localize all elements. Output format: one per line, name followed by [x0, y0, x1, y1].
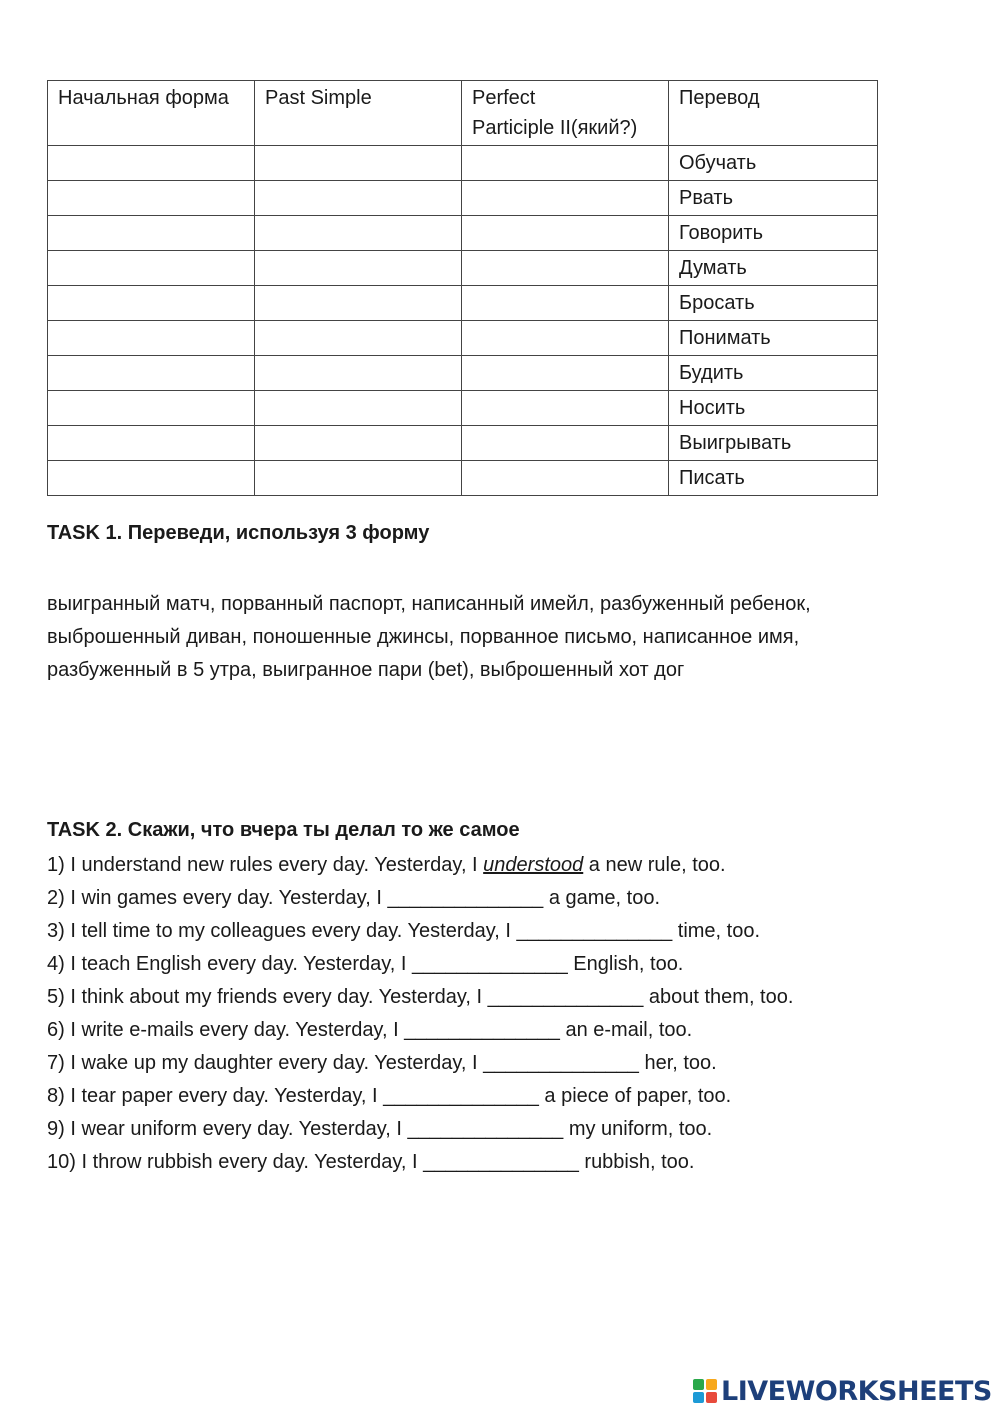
- base-form-cell[interactable]: [48, 391, 255, 426]
- header-perfect-participle: [462, 81, 669, 146]
- table-row: [48, 321, 878, 356]
- logo-square: [706, 1379, 717, 1390]
- table-row: [48, 356, 878, 391]
- table-row: [48, 251, 878, 286]
- table-row: [48, 216, 878, 251]
- verb-forms-table: [47, 80, 878, 496]
- task1-line: выброшенный диван, поношенные джинсы, порванное письмо, написанное имя,: [47, 626, 800, 648]
- translation-cell: Рвать: [669, 181, 878, 216]
- example-answer: understood: [483, 854, 584, 876]
- table-row: [48, 426, 878, 461]
- exercise-sentence: 6) I write e-mails every day. Yesterday, I ______________ an e-mail, too.: [47, 1019, 693, 1041]
- table-row: [48, 391, 878, 426]
- task1-phrases: [47, 588, 947, 687]
- participle-cell[interactable]: [462, 251, 669, 286]
- table-row: [48, 286, 878, 321]
- translation-cell: Понимать: [669, 321, 878, 356]
- liveworksheets-logo-text: LIVEWORKSHEETS: [721, 1375, 992, 1407]
- translation-cell: Носить: [669, 391, 878, 426]
- table-row: [48, 146, 878, 181]
- base-form-cell[interactable]: [48, 216, 255, 251]
- exercise-sentence: 10) I throw rubbish every day. Yesterday, I ______________ rubbish, too.: [47, 1151, 695, 1173]
- header-past-simple: Past Simple: [255, 81, 462, 146]
- header-perfect-line1: Perfect: [472, 87, 536, 109]
- example-after: a new rule, too.: [583, 854, 726, 876]
- past-simple-cell[interactable]: [255, 321, 462, 356]
- exercise-sentence: 9) I wear uniform every day. Yesterday, I ______________ my uniform, too.: [47, 1118, 713, 1140]
- header-translation: Перевод: [669, 81, 878, 146]
- translation-cell: Будить: [669, 356, 878, 391]
- exercise-sentence: 2) I win games every day. Yesterday, I ______________ a game, too.: [47, 887, 660, 909]
- past-simple-cell[interactable]: [255, 426, 462, 461]
- past-simple-cell[interactable]: [255, 286, 462, 321]
- translation-cell: Обучать: [669, 146, 878, 181]
- past-simple-cell[interactable]: [255, 461, 462, 496]
- table-row: [48, 461, 878, 496]
- base-form-cell[interactable]: [48, 286, 255, 321]
- participle-cell[interactable]: [462, 146, 669, 181]
- liveworksheets-logo-icon: [693, 1379, 717, 1403]
- header-base-form: Начальная форма: [48, 81, 255, 146]
- participle-cell[interactable]: [462, 216, 669, 251]
- participle-cell[interactable]: [462, 391, 669, 426]
- translation-cell: Думать: [669, 251, 878, 286]
- past-simple-cell[interactable]: [255, 251, 462, 286]
- past-simple-cell[interactable]: [255, 181, 462, 216]
- translation-cell: Бросать: [669, 286, 878, 321]
- header-perfect-line2: Participle II(який?): [472, 117, 638, 139]
- example-sentence: [47, 849, 793, 882]
- participle-cell[interactable]: [462, 461, 669, 496]
- base-form-cell[interactable]: [48, 181, 255, 216]
- base-form-cell[interactable]: [48, 356, 255, 391]
- logo-square: [706, 1392, 717, 1403]
- past-simple-cell[interactable]: [255, 216, 462, 251]
- base-form-cell[interactable]: [48, 146, 255, 181]
- exercise-sentence: 5) I think about my friends every day. Yesterday, I ______________ about them, too.: [47, 986, 794, 1008]
- translation-cell: Писать: [669, 461, 878, 496]
- task2-sentence-list: [47, 849, 793, 1179]
- task1-line: разбуженный в 5 утра, выигранное пари (bet), выброшенный хот дог: [47, 659, 685, 681]
- base-form-cell[interactable]: [48, 251, 255, 286]
- participle-cell[interactable]: [462, 181, 669, 216]
- task2-title: TASK 2. Скажи, что вчера ты делал то же самое: [47, 819, 520, 841]
- logo-square: [693, 1379, 704, 1390]
- exercise-sentence: 3) I tell time to my colleagues every day. Yesterday, I ______________ time, too.: [47, 920, 761, 942]
- participle-cell[interactable]: [462, 286, 669, 321]
- exercise-sentence: 7) I wake up my daughter every day. Yesterday, I ______________ her, too.: [47, 1052, 717, 1074]
- participle-cell[interactable]: [462, 426, 669, 461]
- exercise-sentence: 8) I tear paper every day. Yesterday, I ______________ a piece of paper, too.: [47, 1085, 732, 1107]
- base-form-cell[interactable]: [48, 321, 255, 356]
- example-before: 1) I understand new rules every day. Yesterday, I: [47, 854, 484, 876]
- past-simple-cell[interactable]: [255, 356, 462, 391]
- logo-square: [693, 1392, 704, 1403]
- participle-cell[interactable]: [462, 321, 669, 356]
- base-form-cell[interactable]: [48, 461, 255, 496]
- exercise-sentence: 4) I teach English every day. Yesterday, I ______________ English, too.: [47, 953, 684, 975]
- translation-cell: Говорить: [669, 216, 878, 251]
- translation-cell: Выигрывать: [669, 426, 878, 461]
- table-header-row: [48, 81, 878, 146]
- past-simple-cell[interactable]: [255, 146, 462, 181]
- task1-line: выигранный матч, порванный паспорт, написанный имейл, разбуженный ребенок,: [47, 593, 811, 615]
- participle-cell[interactable]: [462, 356, 669, 391]
- base-form-cell[interactable]: [48, 426, 255, 461]
- table-row: [48, 181, 878, 216]
- task1-title: TASK 1. Переведи, используя 3 форму: [47, 522, 430, 544]
- past-simple-cell[interactable]: [255, 391, 462, 426]
- liveworksheets-logo: [693, 1376, 992, 1406]
